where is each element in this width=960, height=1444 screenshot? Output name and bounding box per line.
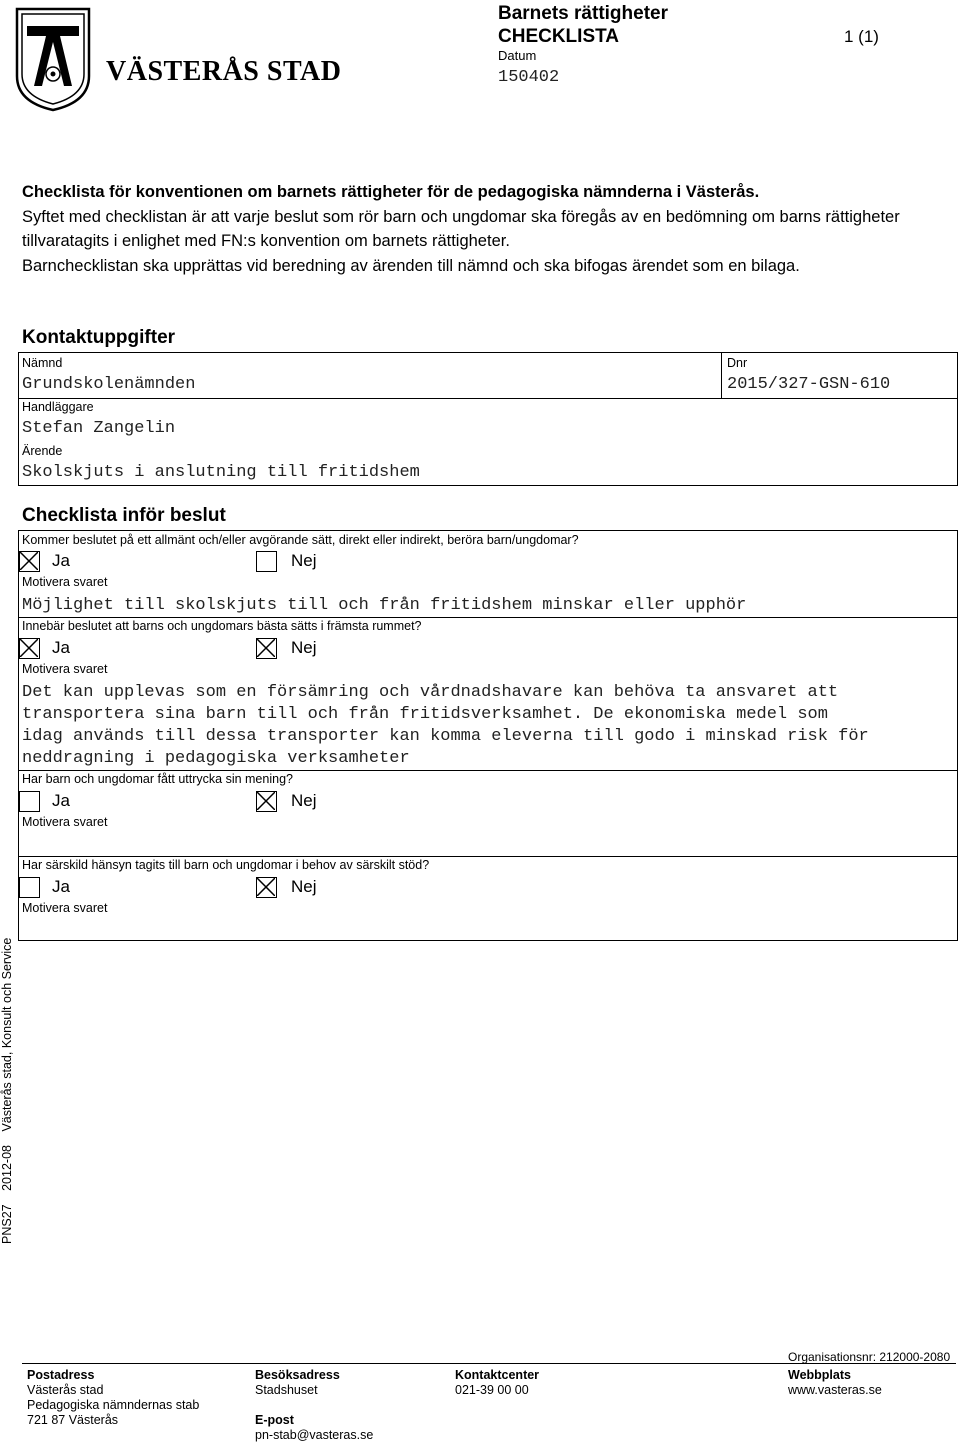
q1-ja-checkbox[interactable]: [19, 551, 40, 572]
q2-answer-line: idag används till dessa transporter kan komma eleverna till godo i minskad risk för: [22, 727, 869, 746]
q3-motivera-label: Motivera svaret: [22, 815, 108, 829]
q3-nej-label: Nej: [291, 791, 317, 810]
checklist-section-title: Checklista inför beslut: [22, 505, 226, 526]
q4-nej-checkbox[interactable]: [256, 877, 277, 898]
contact-divider: [721, 352, 722, 399]
q3-separator: [18, 856, 958, 857]
epost-label: E-post: [255, 1413, 294, 1427]
side-date: 2012-08: [0, 1145, 14, 1191]
q2-nej-label: Nej: [291, 638, 317, 657]
q3-ja-checkbox[interactable]: [19, 791, 40, 812]
webb-label: Webbplats: [788, 1368, 851, 1382]
q1-ja-label: Ja: [52, 551, 70, 570]
q2-motivera-label: Motivera svaret: [22, 662, 108, 676]
q2-ja-label: Ja: [52, 638, 70, 657]
arende-field[interactable]: Skolskjuts i anslutning till fritidshem: [22, 463, 420, 482]
contact-section-title: Kontaktuppgifter: [22, 327, 176, 348]
question-3: Har barn och ungdomar fått uttrycka sin mening?: [22, 772, 293, 786]
q1-nej-checkbox[interactable]: [256, 551, 277, 572]
kontakt-value: 021-39 00 00: [455, 1383, 529, 1397]
footer-kontaktcenter: [455, 1368, 539, 1398]
q2-answer-field[interactable]: [22, 682, 942, 770]
q4-ja-checkbox[interactable]: [19, 877, 40, 898]
q2-separator: [18, 770, 958, 771]
question-4: Har särskild hänsyn tagits till barn och ungdomar i behov av särskilt stöd?: [22, 858, 430, 872]
datum-value: 150402: [498, 68, 560, 87]
datum-label: Datum: [498, 48, 537, 63]
postadress-label: Postadress: [27, 1368, 95, 1382]
q2-nej-checkbox[interactable]: [256, 638, 277, 659]
q4-nej-label: Nej: [291, 877, 317, 896]
side-form-code: [0, 924, 14, 1244]
city-logo-shield: [14, 6, 92, 112]
intro-instruction: Barnchecklistan ska upprättas vid beredning av ärenden till nämnd och ska bifogas ärendet som en bilaga.: [22, 256, 800, 275]
besok-value: Stadshuset: [255, 1383, 318, 1397]
q1-answer-field[interactable]: Möjlighet till skolskjuts till och från fritidshem minskar eller upphör: [22, 596, 747, 615]
q1-nej-label: Nej: [291, 551, 317, 570]
page-number: 1 (1): [844, 27, 879, 46]
kontakt-label: Kontaktcenter: [455, 1368, 540, 1382]
q3-nej-checkbox[interactable]: [256, 791, 277, 812]
document-subtitle: CHECKLISTA: [498, 26, 620, 47]
footer-divider: [22, 1363, 956, 1364]
q4-motivera-label: Motivera svaret: [22, 901, 108, 915]
org-number: Organisationsnr: 212000-2080: [788, 1350, 951, 1364]
handlaggare-field[interactable]: Stefan Zangelin: [22, 419, 176, 438]
q1-motivera-label: Motivera svaret: [22, 575, 108, 589]
q2-ja-checkbox[interactable]: [19, 638, 40, 659]
q4-ja-label: Ja: [52, 877, 70, 896]
dnr-field[interactable]: 2015/327-GSN-610: [727, 375, 891, 394]
document-title: Barnets rättigheter: [498, 3, 668, 24]
q1-separator: [18, 617, 958, 618]
handlaggare-label: Handläggare: [22, 400, 94, 414]
postadress-line: Pedagogiska nämndernas stab: [27, 1398, 200, 1412]
q2-answer-line: neddragning i pedagogiska verksamheter: [22, 749, 410, 768]
side-org: Västerås stad, Konsult och Service: [0, 937, 14, 1132]
q2-answer-line: Det kan upplevas som en försämring och vårdnadshavare kan behöva ta ansvaret att: [22, 683, 839, 702]
question-1: Kommer beslutet på ett allmänt och/eller avgörande sätt, direkt eller indirekt, beröra barn/ungdomar?: [22, 533, 579, 547]
intro-text: [22, 180, 942, 278]
epost-link[interactable]: pn-stab@vasteras.se: [255, 1428, 374, 1442]
intro-purpose: Syftet med checklistan är att varje beslut som rör barn och ungdomar ska föregås av en bedömning om barns rättigheter tillvaratagits i enlighet med FN:s konvention om barnets rättigheter.: [22, 207, 900, 250]
q2-answer-line: transportera sina barn till och från fritidsverksamhet. De ekonomiska medel som: [22, 705, 828, 724]
intro-heading: Checklista för konventionen om barnets rättigheter för de pedagogiska nämnderna i Västerås.: [22, 183, 760, 201]
dnr-label: Dnr: [727, 356, 748, 370]
namnd-field[interactable]: Grundskolenämnden: [22, 375, 196, 394]
side-code: PNS27: [0, 1204, 14, 1244]
q3-ja-label: Ja: [52, 791, 70, 810]
footer-webbplats: [788, 1368, 882, 1398]
arende-label: Ärende: [22, 444, 63, 458]
logo-text: VÄSTERÅS STAD: [106, 56, 342, 87]
footer-postadress: [27, 1368, 199, 1428]
footer-besoksadress: [255, 1368, 373, 1443]
postadress-line: Västerås stad: [27, 1383, 104, 1397]
contact-separator: [18, 398, 958, 399]
webb-link[interactable]: www.vasteras.se: [788, 1383, 882, 1397]
question-2: Innebär beslutet att barns och ungdomars bästa sätts i främsta rummet?: [22, 619, 422, 633]
namnd-label: Nämnd: [22, 356, 63, 370]
besok-label: Besöksadress: [255, 1368, 340, 1382]
postadress-line: 721 87 Västerås: [27, 1413, 119, 1427]
